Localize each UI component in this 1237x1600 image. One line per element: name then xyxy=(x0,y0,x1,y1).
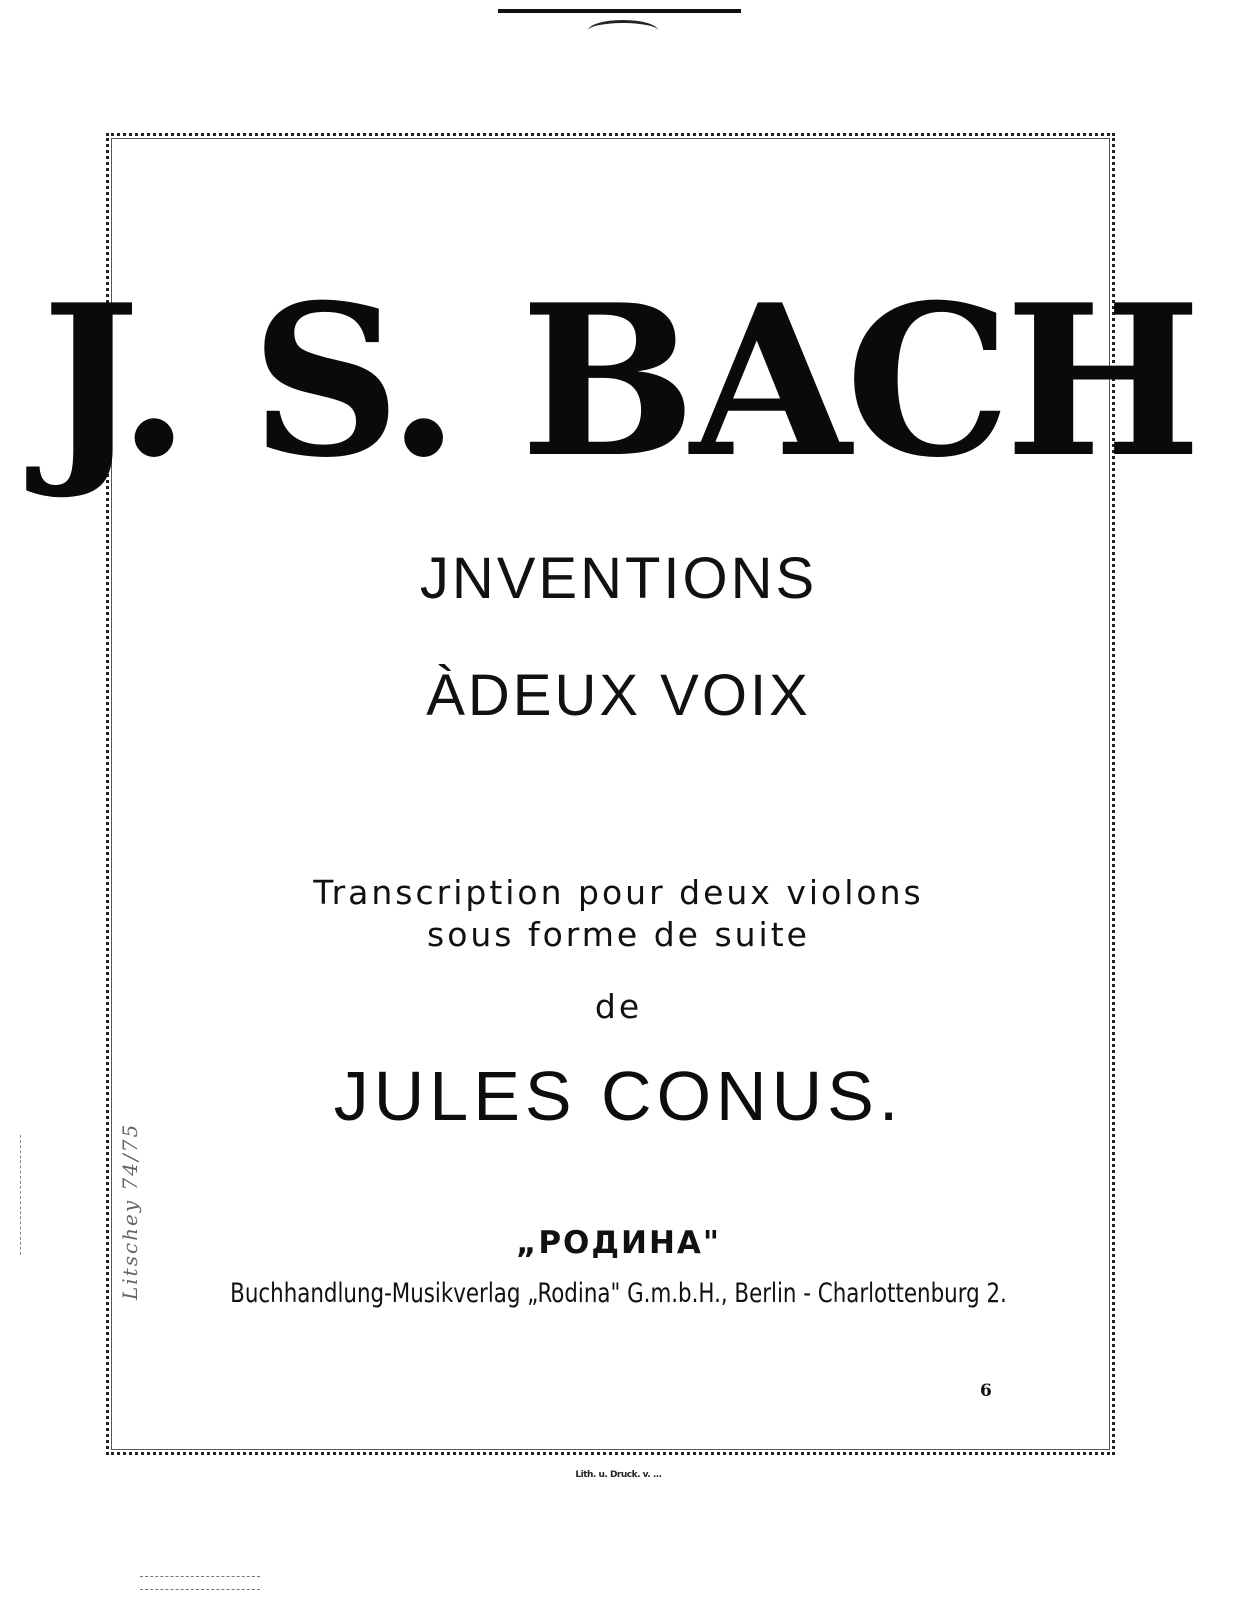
top-ornament xyxy=(588,20,658,41)
publisher-logo-text: „РОДИНА" xyxy=(515,1225,722,1261)
bottom-scan-marks xyxy=(140,1576,260,1590)
price-mark: 6 xyxy=(980,1381,992,1401)
handwritten-note: Litschey 74/75 xyxy=(118,1122,142,1300)
publisher-details: Buchhandlung-Musikverlag „Rodina" G.m.b.H., Berlin - Charlottenburg 2. xyxy=(230,1278,1007,1309)
transcription-line1: Transcription pour deux violons xyxy=(313,873,924,912)
transcription-line2: sous forme de suite xyxy=(427,915,810,954)
by-label: de xyxy=(594,987,643,1026)
work-title-line1: JNVENTIONS xyxy=(419,546,818,611)
composer-title: J. S. BACH xyxy=(41,260,1196,504)
work-title-line2: ÀDEUX VOIX xyxy=(426,663,811,728)
margin-mark xyxy=(20,1135,37,1255)
printer-credit: Lith. u. Druck. v. ... xyxy=(575,1470,662,1480)
arranger-name: JULES CONUS. xyxy=(333,1057,904,1135)
top-rule xyxy=(498,9,741,13)
